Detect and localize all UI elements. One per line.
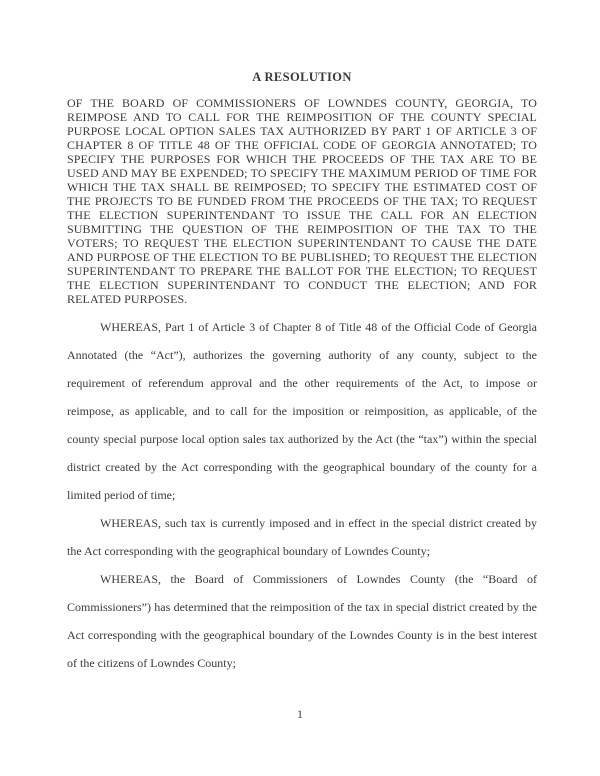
- whereas-clause-3: WHEREAS, the Board of Commissioners of Lowndes County (the “Board of Commissioners”) has determined that the reimposition of the tax in special district created by the Act corresponding with the geographical boundary of the Lowndes County is in the best interest of the citizens of Lowndes County;: [67, 572, 537, 670]
- resolution-title: A RESOLUTION: [252, 70, 352, 84]
- resolution-preamble: OF THE BOARD OF COMMISSIONERS OF LOWNDES COUNTY, GEORGIA, TO REIMPOSE AND TO CALL FOR THE REIMPOSITION OF THE COUNTY SPECIAL PURPOSE LOCAL OPTION SALES TAX AUTHORIZED BY PART 1 OF ARTICLE 3 OF CHAPTER 8 OF TITLE 48 OF THE OFFICIAL CODE OF GEORGIA ANNOTATED; TO SPECIFY THE PURPOSES FOR WHICH THE PROCEEDS OF THE TAX ARE TO BE USED AND MAY BE EXPENDED; TO SPECIFY THE MAXIMUM PERIOD OF TIME FOR WHICH THE TAX SHALL BE REIMPOSED; TO SPECIFY THE ESTIMATED COST OF THE PROJECTS TO BE FUNDED FROM THE PROCEEDS OF THE TAX; TO REQUEST THE ELECTION SUPERINTENDANT TO ISSUE THE CALL FOR AN ELECTION SUBMITTING THE QUESTION OF THE REIMPOSITION OF THE TAX TO THE VOTERS; TO REQUEST THE ELECTION SUPERINTENDANT TO CAUSE THE DATE AND PURPOSE OF THE ELECTION TO BE PUBLISHED; TO REQUEST THE ELECTION SUPERINTENDANT TO PREPARE THE BALLOT FOR THE ELECTION; TO REQUEST THE ELECTION SUPERINTENDANT TO CONDUCT THE ELECTION; AND FOR RELATED PURPOSES.: [67, 96, 537, 306]
- page-number: 1: [297, 707, 303, 721]
- whereas-clause-2: WHEREAS, such tax is currently imposed and in effect in the special district created by the Act corresponding with the geographical boundary of Lowndes County;: [67, 516, 537, 558]
- whereas-clause-1: WHEREAS, Part 1 of Article 3 of Chapter 8 of Title 48 of the Official Code of Georgia Annotated (the “Act”), authorizes the governing authority of any county, subject to the requirement of referendum approval and the other requirements of the Act, to impose or reimpose, as applicable, and to call for the imposition or reimposition, as applicable, of the county special purpose local option sales tax authorized by the Act (the “tax”) within the special district created by the Act corresponding with the geographical boundary of the county for a limited period of time;: [67, 320, 537, 502]
- whereas-section: [67, 313, 537, 677]
